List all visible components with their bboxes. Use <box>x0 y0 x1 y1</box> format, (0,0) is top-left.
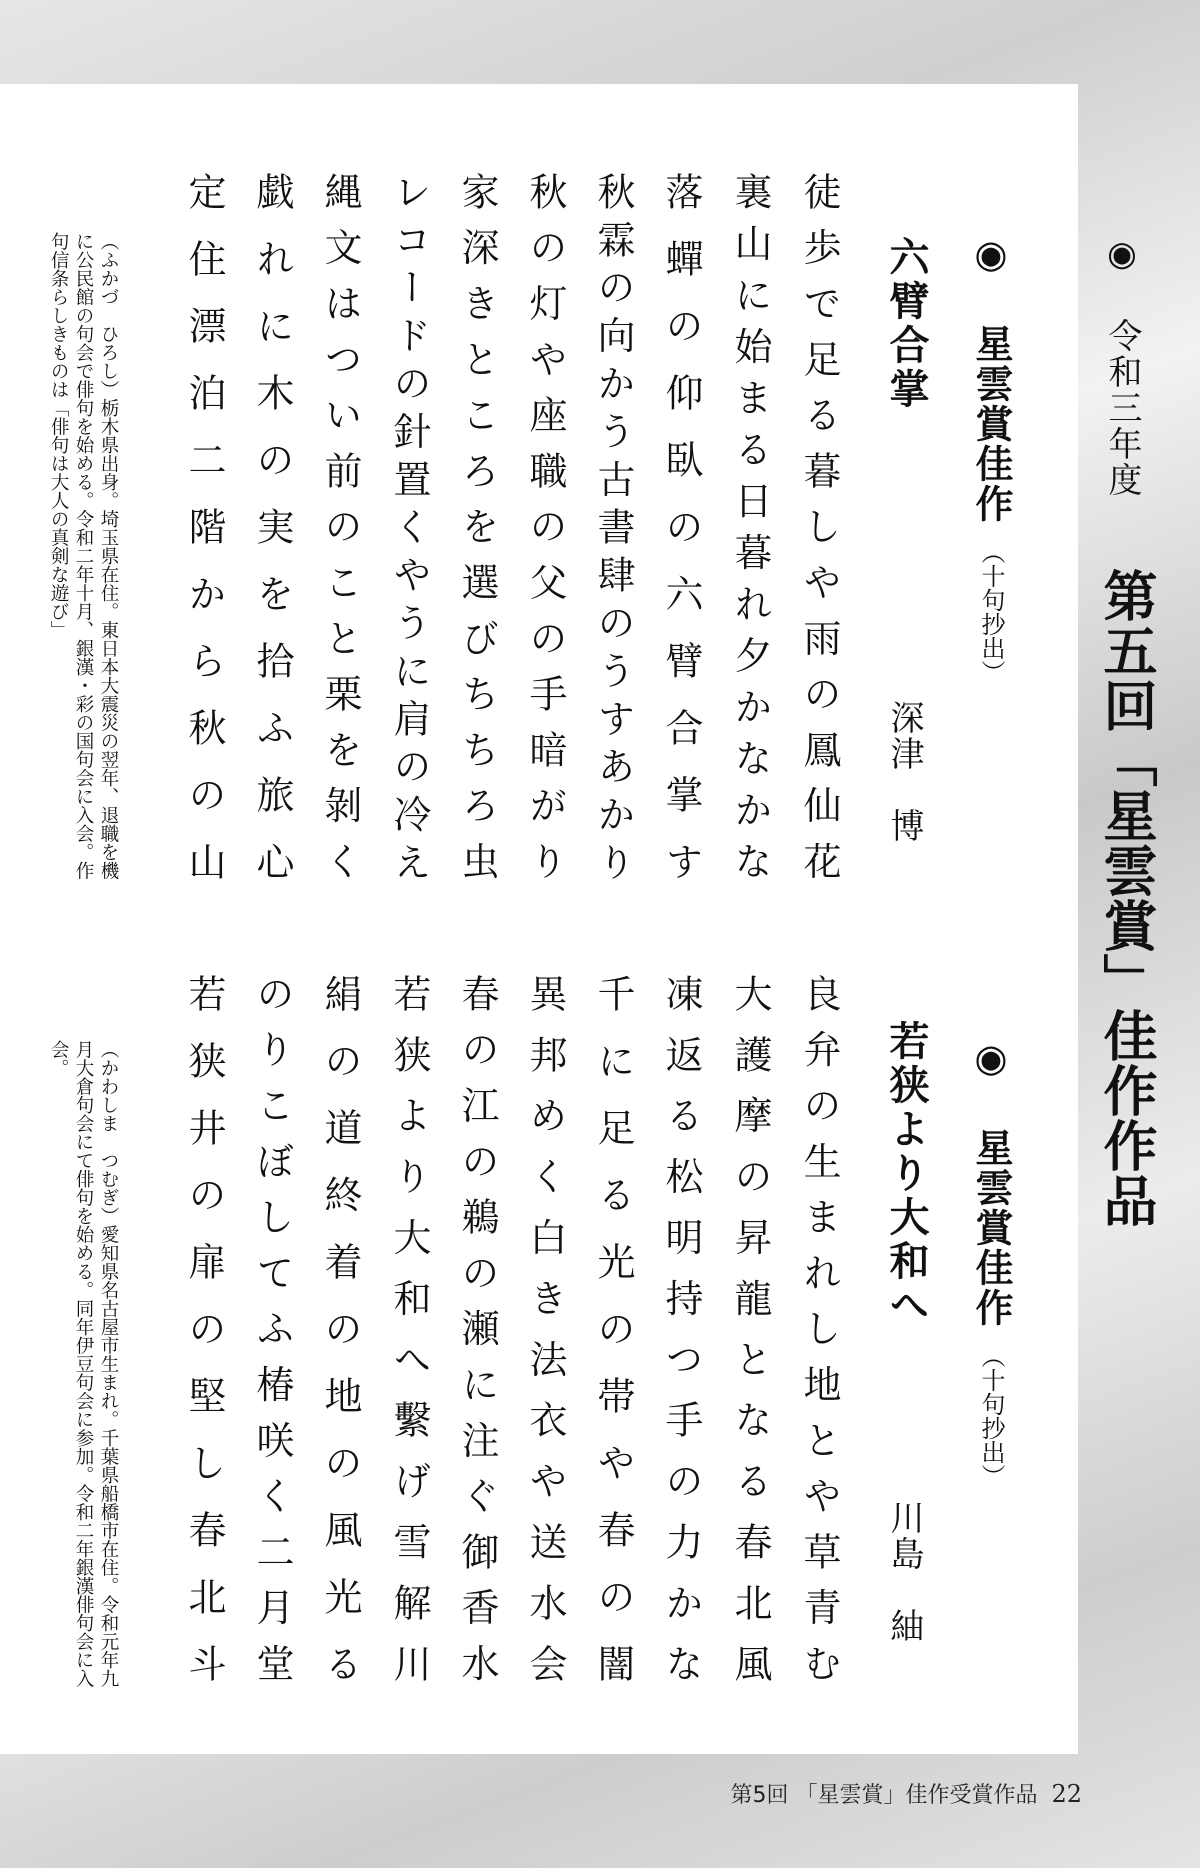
haiku-line: 戯れに木の実を拾ふ旅心 <box>250 172 294 909</box>
haiku-line: 縄文はつい前のこと栗を剝く <box>318 172 362 898</box>
haiku-line: 徒歩で足る暮しや雨の鳳仙花 <box>797 172 841 898</box>
haiku-line: 家深きところを選びちちろ虫 <box>455 172 499 898</box>
award-heading-2 <box>964 1036 1019 1488</box>
haiku-line: 裏山に始まる日暮れ夕かなかな <box>728 172 772 893</box>
haiku-line: 良弁の生まれし地とや草青む <box>797 974 841 1700</box>
haiku-line: 千に足る光の帯や春の闇 <box>591 974 635 1711</box>
haiku-line: レコードの針置くやうに肩の冷え <box>387 172 431 891</box>
entry-title-2: 若狭より大和へ <box>883 1020 929 1328</box>
haiku-line: 秋の灯や座職の父の手暗がり <box>523 172 567 898</box>
award-label: 星雲賞佳作 <box>969 1128 1013 1328</box>
page-title: 第五回「星雲賞」佳作作品 <box>1095 568 1158 1228</box>
page-number: 22 <box>1051 1780 1082 1808</box>
bullet-icon: ◉ <box>1102 234 1142 276</box>
footer-text: 第5回 「星雲賞」佳作受賞作品 <box>730 1783 1038 1808</box>
entry-author-1: 深津 博 <box>884 700 924 844</box>
haiku-line: 若狭井の扉の堅し春北斗 <box>182 974 226 1711</box>
award-heading-1 <box>964 232 1019 684</box>
page-footer <box>730 1778 1082 1809</box>
haiku-line: 定住漂泊二階から秋の山 <box>182 172 226 909</box>
haiku-line: 凍返る松明持つ手の力かな <box>659 974 703 1705</box>
era-label <box>1098 234 1147 498</box>
haiku-line: 落蟬の仰臥の六臂合掌す <box>659 172 703 909</box>
bullet-icon: ◉ <box>969 232 1013 324</box>
haiku-line: のりこぼしてふ椿咲く二月堂 <box>250 974 294 1700</box>
award-note: （十句抄出） <box>977 1344 1005 1488</box>
haiku-line: 若狭より大和へ繫げ雪解川 <box>387 974 431 1705</box>
bullet-icon: ◉ <box>969 1036 1013 1128</box>
entry-title-1: 六臂合掌 <box>883 236 929 412</box>
award-label: 星雲賞佳作 <box>969 324 1013 524</box>
haiku-line: 秋霖の向かう古書肆のうすあかり <box>591 172 635 891</box>
entry-bio-1: （ふかづ ひろし）栃木県出身。埼玉県在住。東日本大震災の翌年、退職を機に公民館の句会で俳句を始める。令和二年十月、銀漢・彩の国句会に入会。作句信条らしきものは「俳句は大人の真剣な遊び」 <box>48 232 119 880</box>
haiku-line: 異邦めく白き法衣や送水会 <box>523 974 567 1705</box>
entry-bio-2: （かわしま つむぎ）愛知県名古屋市生まれ。千葉県船橋市在住。令和元年九月大倉句会にて俳句を始める。同年伊豆句会に参加。令和二年銀漢俳句会に入会。 <box>48 1040 119 1688</box>
award-note: （十句抄出） <box>977 540 1005 684</box>
entry-author-2: 川島 紬 <box>884 1500 924 1644</box>
haiku-line: 大護摩の昇龍となる春北風 <box>728 974 772 1705</box>
haiku-line: 絹の道終着の地の風光る <box>318 974 362 1711</box>
era-text: 令和三年度 <box>1102 318 1142 498</box>
haiku-line: 春の江の鵜の瀬に注ぐ御香水 <box>455 974 499 1700</box>
